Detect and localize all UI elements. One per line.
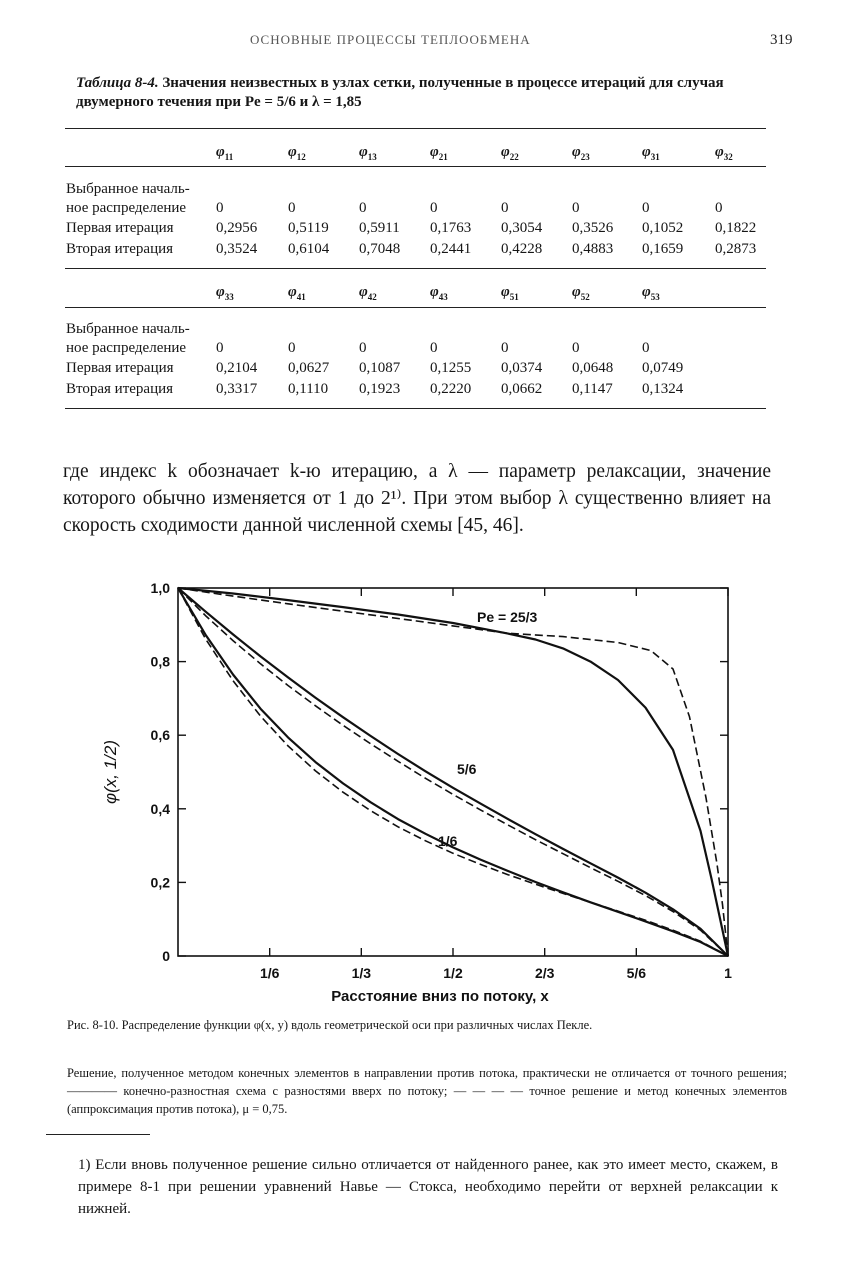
row-label: Вторая итерация [66, 381, 174, 397]
table-cell: 0,1822 [715, 220, 757, 236]
table-label: Таблица 8-4. [76, 75, 159, 91]
table-cell: 0,0374 [501, 360, 543, 376]
row-label: Вторая итерация [66, 241, 174, 257]
table-cell: 0,1324 [642, 381, 684, 397]
series-line [178, 588, 728, 956]
table-cell: 0,2104 [216, 360, 258, 376]
table-cell: 0 [501, 340, 509, 356]
table-cell: 0,4883 [572, 241, 614, 257]
table-caption [76, 74, 776, 112]
table-row [0, 381, 845, 401]
table-cell: 0,1659 [642, 241, 684, 257]
table-cell: 0,1923 [359, 381, 401, 397]
table-cell: 0 [430, 200, 438, 216]
y-tick-label: 0,4 [150, 800, 170, 817]
annotation-pe-1-6: 1/6 [438, 833, 458, 849]
table-cell: 0,0662 [501, 381, 543, 397]
column-header: $\varphi_{43}$ [430, 284, 448, 302]
running-title: ОСНОВНЫЕ ПРОЦЕССЫ ТЕПЛООБМЕНА [250, 32, 531, 47]
table-cell: 0,0648 [572, 360, 614, 376]
table-cell: 0,1147 [572, 381, 613, 397]
table-cell: 0 [501, 200, 509, 216]
table-cell: 0 [642, 200, 650, 216]
table-rule-top [65, 128, 766, 129]
annotation-pe-5-6: 5/6 [457, 761, 477, 777]
table-cell: 0,1052 [642, 220, 684, 236]
table-cell: 0,6104 [288, 241, 330, 257]
table-header-row-1 [0, 144, 845, 164]
figure-caption: Рис. 8-10. Распределение функции φ(x, y) вдоль геометрической оси при различных числах Пекле. [67, 1018, 593, 1032]
page-number: 319 [770, 32, 793, 48]
table-header-row-2 [0, 284, 845, 304]
column-header: $\varphi_{12}$ [288, 144, 306, 162]
table-cell: 0 [216, 200, 224, 216]
column-header: $\varphi_{41}$ [288, 284, 306, 302]
row-label: Первая итерация [66, 220, 174, 236]
table-cell: 0,0749 [642, 360, 684, 376]
column-header: $\varphi_{22}$ [501, 144, 519, 162]
table-rule-bottom [65, 408, 766, 409]
table-cell: 0 [430, 340, 438, 356]
table-cell: 0,1255 [430, 360, 472, 376]
x-tick-label: 2/3 [534, 965, 555, 981]
column-header: $\varphi_{21}$ [430, 144, 448, 162]
series-line [178, 588, 728, 956]
column-header: $\varphi_{31}$ [642, 144, 660, 162]
figure-chart [80, 568, 780, 1008]
table-cell: 0,2441 [430, 241, 472, 257]
footnote-rule [46, 1134, 150, 1135]
table-row [0, 180, 845, 220]
series-line [178, 588, 728, 956]
table-cell: 0,1087 [359, 360, 401, 376]
table-cell: 0,7048 [359, 241, 401, 257]
row-label: Выбранное началь- ное распределение [66, 181, 190, 216]
y-tick-label: 0 [162, 948, 170, 964]
y-tick-label: 0,8 [150, 653, 170, 670]
table-row [0, 360, 845, 380]
table-cell: 0 [572, 340, 580, 356]
y-tick-label: 0,6 [150, 727, 170, 744]
table-row [0, 241, 845, 261]
table-rule-header [65, 166, 766, 167]
column-header: $\varphi_{33}$ [216, 284, 234, 302]
x-tick-label: 1/6 [259, 965, 280, 981]
table-cell: 0,2956 [216, 220, 258, 236]
table-cell: 0 [642, 340, 650, 356]
body-paragraph: где индекс k обозначает k-ю итерацию, а λ — параметр релаксации, значение которого обычно изменяется от 1 до 2¹⁾. При этом выбор λ существенно влияет на скорость сходимости данной численной схемы [45, 46]. [63, 461, 771, 536]
table-caption-text: Значения неизвестных в узлах сетки, полученные в процессе итераций для случая двумерного течения при Pe = 5/6 и λ = 1,85 [76, 75, 724, 110]
table-cell: 0,1763 [430, 220, 472, 236]
table-row [0, 220, 845, 240]
series-line [178, 588, 728, 956]
y-tick-label: 1,0 [150, 580, 170, 596]
column-header: $\varphi_{52}$ [572, 284, 590, 302]
table-row [0, 320, 845, 360]
row-label: Первая итерация [66, 360, 174, 376]
column-header: $\varphi_{13}$ [359, 144, 377, 162]
x-tick-label: 5/6 [626, 965, 647, 981]
plot-frame [178, 588, 728, 956]
table-rule-mid [65, 268, 766, 269]
table-cell: 0,2220 [430, 381, 472, 397]
footnote-text: Если вновь полученное решение сильно отличается от найденного ранее, как это имеет место, скажем, в примере 8-1 при решении уравнений Навье — Стокса, необходимо перейти от верхней релаксации к нижней. [78, 1157, 778, 1217]
x-tick-label: 1 [724, 965, 732, 981]
table-cell: 0 [359, 200, 367, 216]
footnote-marker: 1) [78, 1157, 91, 1173]
table-cell: 0,5119 [288, 220, 329, 236]
column-header: $\varphi_{42}$ [359, 284, 377, 302]
series-line [178, 588, 728, 956]
x-tick-label: 1/2 [443, 965, 463, 981]
column-header: $\varphi_{11}$ [216, 144, 234, 162]
table-cell: 0 [216, 340, 224, 356]
x-axis-label: Расстояние вниз по потоку, x [331, 988, 549, 1005]
table-cell: 0 [572, 200, 580, 216]
table-rule-header-2 [65, 307, 766, 308]
table-cell: 0,3054 [501, 220, 543, 236]
y-axis-label: φ(x, 1/2) [101, 740, 120, 804]
row-label: Выбранное началь- ное распределение [66, 321, 190, 356]
table-cell: 0 [715, 200, 723, 216]
series-line [178, 588, 728, 956]
y-tick-label: 0,2 [150, 874, 170, 891]
table-cell: 0,4228 [501, 241, 543, 257]
table-cell: 0 [359, 340, 367, 356]
column-header: $\varphi_{32}$ [715, 144, 733, 162]
column-header: $\varphi_{23}$ [572, 144, 590, 162]
x-tick-label: 1/3 [351, 965, 372, 981]
table-cell: 0,1110 [288, 381, 329, 397]
footnote [78, 1154, 778, 1220]
column-header: $\varphi_{51}$ [501, 284, 519, 302]
table-cell: 0 [288, 340, 296, 356]
page-header [0, 32, 845, 52]
table-cell: 0,3526 [572, 220, 614, 236]
table-cell: 0,2873 [715, 241, 757, 257]
figure-note: Решение, полученное методом конечных элементов в направлении против потока, практически не отличается от точного решения; ———— конечно-разностная схема с разностями вверх по потоку; — — — — точное решение и метод конечных элементов (аппроксимация против потока), μ = 0,75. [67, 1066, 787, 1116]
table-cell: 0,3317 [216, 381, 258, 397]
table-cell: 0,3524 [216, 241, 258, 257]
table-cell: 0 [288, 200, 296, 216]
annotation-pe-25-3: Pe = 25/3 [477, 609, 538, 625]
table-cell: 0,0627 [288, 360, 330, 376]
table-cell: 0,5911 [359, 220, 400, 236]
column-header: $\varphi_{53}$ [642, 284, 660, 302]
